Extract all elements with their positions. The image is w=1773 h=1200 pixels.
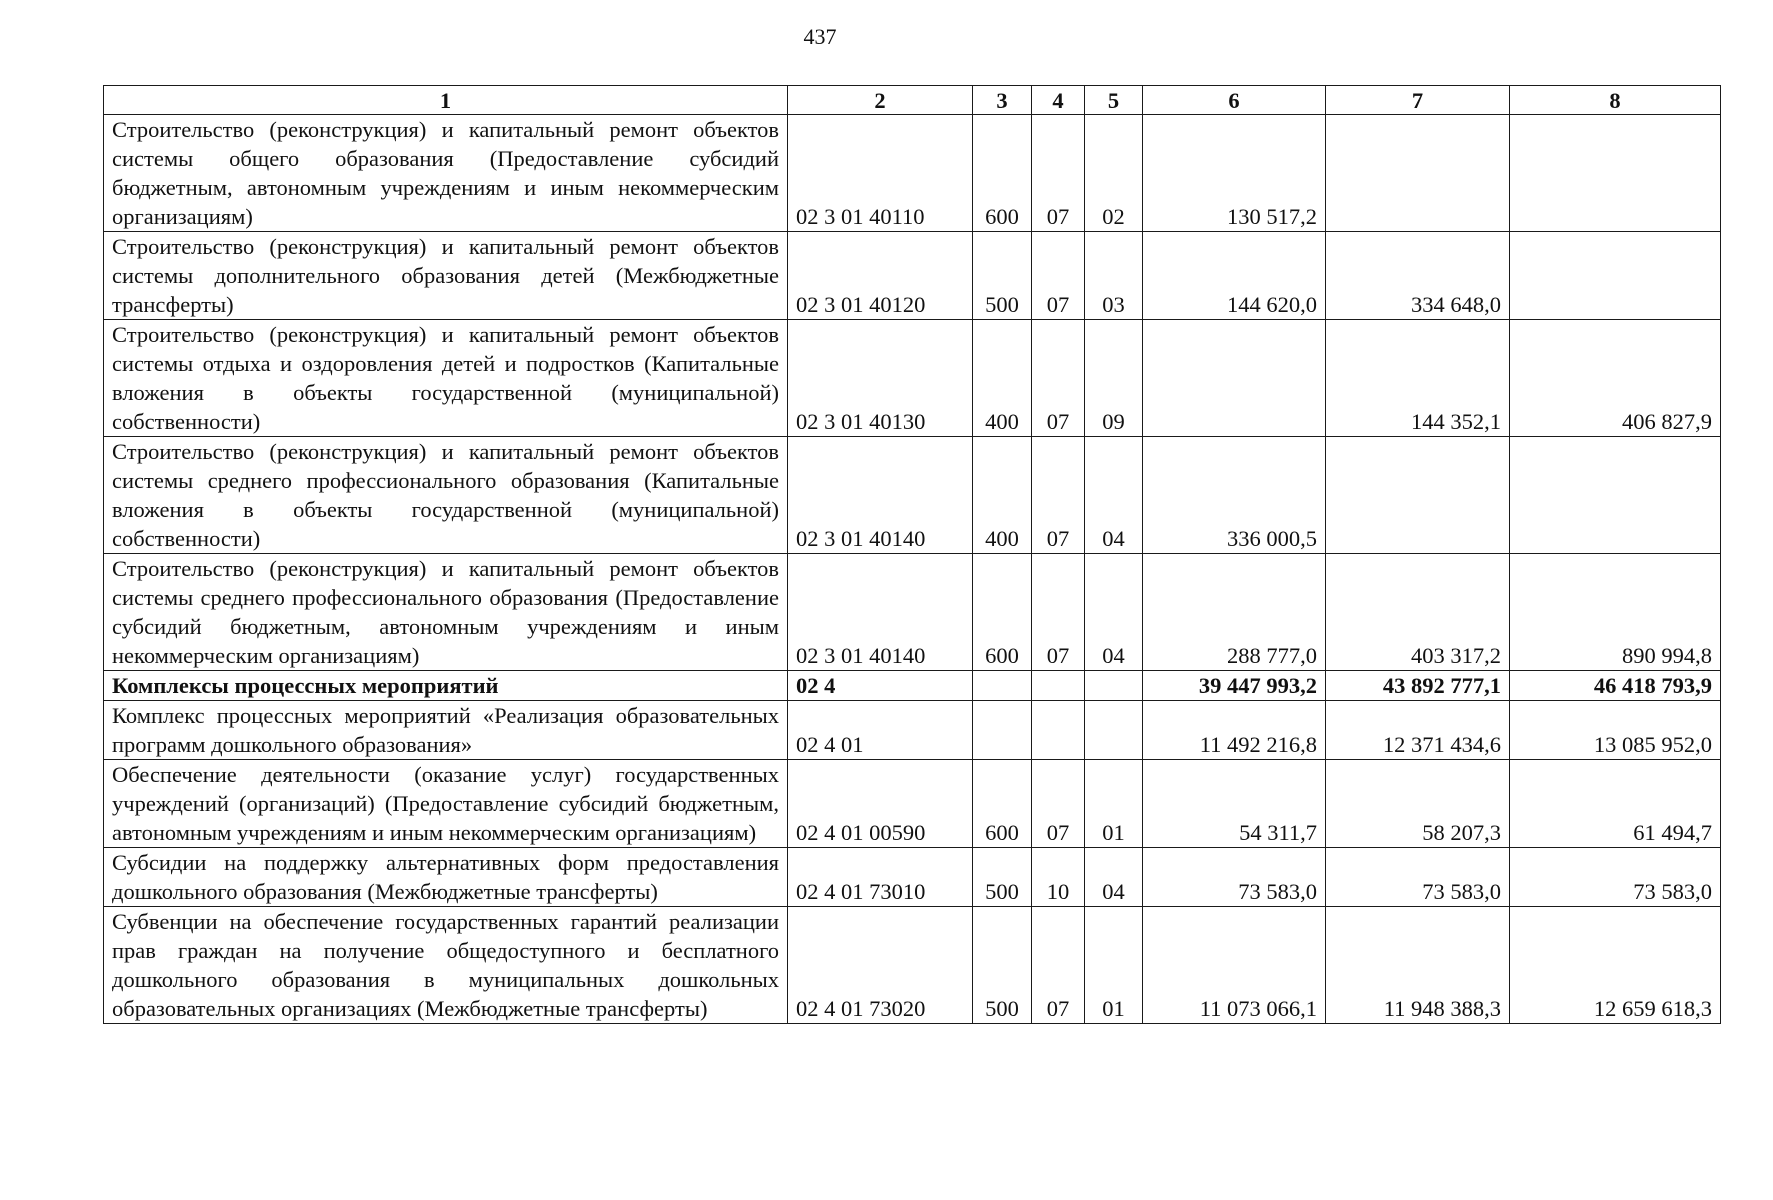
row-description: Строительство (реконструкция) и капитальный ремонт объектов системы отдыха и оздоровления детей и подростков (Капитальные вложения в объекты государственной (муниципальной) собственности) [104,320,788,437]
row-subsection: 09 [1085,320,1143,437]
header-col-6: 6 [1143,86,1326,115]
header-col-5: 5 [1085,86,1143,115]
row-section: 07 [1032,232,1085,320]
row-amount-col6: 336 000,5 [1143,437,1326,554]
row-amount-col6: 54 311,7 [1143,760,1326,848]
row-amount-col7: 11 948 388,3 [1326,907,1510,1024]
row-expense-type: 600 [973,115,1032,232]
row-code: 02 3 01 40120 [788,232,973,320]
row-amount-col8: 46 418 793,9 [1510,671,1721,701]
row-code: 02 3 01 40110 [788,115,973,232]
row-subsection: 01 [1085,907,1143,1024]
row-description: Комплексы процессных мероприятий [104,671,788,701]
table-row [104,848,1721,907]
row-amount-col8: 406 827,9 [1510,320,1721,437]
row-description: Строительство (реконструкция) и капитальный ремонт объектов системы дополнительного образования детей (Межбюджетные трансферты) [104,232,788,320]
table-row [104,760,1721,848]
row-section: 07 [1032,907,1085,1024]
row-amount-col6: 73 583,0 [1143,848,1326,907]
row-amount-col8: 73 583,0 [1510,848,1721,907]
table-row [104,437,1721,554]
page-number: 437 [803,24,837,49]
row-description: Субсидии на поддержку альтернативных форм предоставления дошкольного образования (Межбюджетные трансферты) [104,848,788,907]
row-amount-col6: 39 447 993,2 [1143,671,1326,701]
row-code: 02 4 01 73020 [788,907,973,1024]
row-subsection: 01 [1085,760,1143,848]
row-amount-col7 [1326,115,1510,232]
row-amount-col6: 11 073 066,1 [1143,907,1326,1024]
row-expense-type: 500 [973,907,1032,1024]
row-amount-col8 [1510,437,1721,554]
row-description: Обеспечение деятельности (оказание услуг) государственных учреждений (организаций) (Предоставление субсидий бюджетным, автономным учреждениям и иным некоммерческим организациям) [104,760,788,848]
row-subsection: 04 [1085,554,1143,671]
row-description: Строительство (реконструкция) и капитальный ремонт объектов системы среднего профессионального образования (Предоставление субсидий бюджетным, автономным учреждениям и иным некоммерческим организациям) [104,554,788,671]
row-amount-col8 [1510,115,1721,232]
row-section [1032,701,1085,760]
row-section: 10 [1032,848,1085,907]
row-amount-col8: 61 494,7 [1510,760,1721,848]
row-code: 02 4 01 00590 [788,760,973,848]
row-code: 02 3 01 40130 [788,320,973,437]
table-row-section-total [104,671,1721,701]
row-subsection: 02 [1085,115,1143,232]
header-row [104,86,1721,115]
row-amount-col6: 130 517,2 [1143,115,1326,232]
row-description: Комплекс процессных мероприятий «Реализация образовательных программ дошкольного образования» [104,701,788,760]
row-code: 02 3 01 40140 [788,554,973,671]
row-section: 07 [1032,760,1085,848]
row-amount-col7: 43 892 777,1 [1326,671,1510,701]
header-col-8: 8 [1510,86,1721,115]
row-section [1032,671,1085,701]
row-code: 02 4 01 73010 [788,848,973,907]
row-amount-col7: 334 648,0 [1326,232,1510,320]
row-amount-col6 [1143,320,1326,437]
row-amount-col6: 11 492 216,8 [1143,701,1326,760]
budget-table [103,85,1721,1024]
table-row [104,232,1721,320]
row-amount-col7: 12 371 434,6 [1326,701,1510,760]
table-row [104,907,1721,1024]
table-row [104,320,1721,437]
row-expense-type: 400 [973,320,1032,437]
row-subsection: 04 [1085,848,1143,907]
row-expense-type: 500 [973,232,1032,320]
row-code: 02 4 [788,671,973,701]
row-amount-col8: 13 085 952,0 [1510,701,1721,760]
row-description: Субвенции на обеспечение государственных гарантий реализации прав граждан на получение общедоступного и бесплатного дошкольного образования в муниципальных дошкольных образовательных организациях (Межбюджетные трансферты) [104,907,788,1024]
row-amount-col7: 58 207,3 [1326,760,1510,848]
row-expense-type: 600 [973,554,1032,671]
row-amount-col7 [1326,437,1510,554]
row-section: 07 [1032,554,1085,671]
row-expense-type: 400 [973,437,1032,554]
row-amount-col8: 12 659 618,3 [1510,907,1721,1024]
table-row [104,115,1721,232]
row-subsection: 03 [1085,232,1143,320]
row-expense-type: 600 [973,760,1032,848]
row-section: 07 [1032,437,1085,554]
row-subsection [1085,701,1143,760]
row-expense-type: 500 [973,848,1032,907]
header-col-1: 1 [104,86,788,115]
row-amount-col7: 73 583,0 [1326,848,1510,907]
row-expense-type [973,671,1032,701]
row-expense-type [973,701,1032,760]
table-row [104,701,1721,760]
row-code: 02 3 01 40140 [788,437,973,554]
row-amount-col6: 288 777,0 [1143,554,1326,671]
row-section: 07 [1032,115,1085,232]
row-description: Строительство (реконструкция) и капитальный ремонт объектов системы общего образования (Предоставление субсидий бюджетным, автономным учреждениям и иным некоммерческим организациям) [104,115,788,232]
header-col-2: 2 [788,86,973,115]
row-subsection: 04 [1085,437,1143,554]
row-code: 02 4 01 [788,701,973,760]
table-row [104,554,1721,671]
row-amount-col8 [1510,232,1721,320]
header-col-7: 7 [1326,86,1510,115]
header-col-4: 4 [1032,86,1085,115]
row-amount-col7: 403 317,2 [1326,554,1510,671]
row-section: 07 [1032,320,1085,437]
row-amount-col8: 890 994,8 [1510,554,1721,671]
row-amount-col6: 144 620,0 [1143,232,1326,320]
row-subsection [1085,671,1143,701]
row-description: Строительство (реконструкция) и капитальный ремонт объектов системы среднего профессионального образования (Капитальные вложения в объекты государственной (муниципальной) собственности) [104,437,788,554]
row-amount-col7: 144 352,1 [1326,320,1510,437]
header-col-3: 3 [973,86,1032,115]
